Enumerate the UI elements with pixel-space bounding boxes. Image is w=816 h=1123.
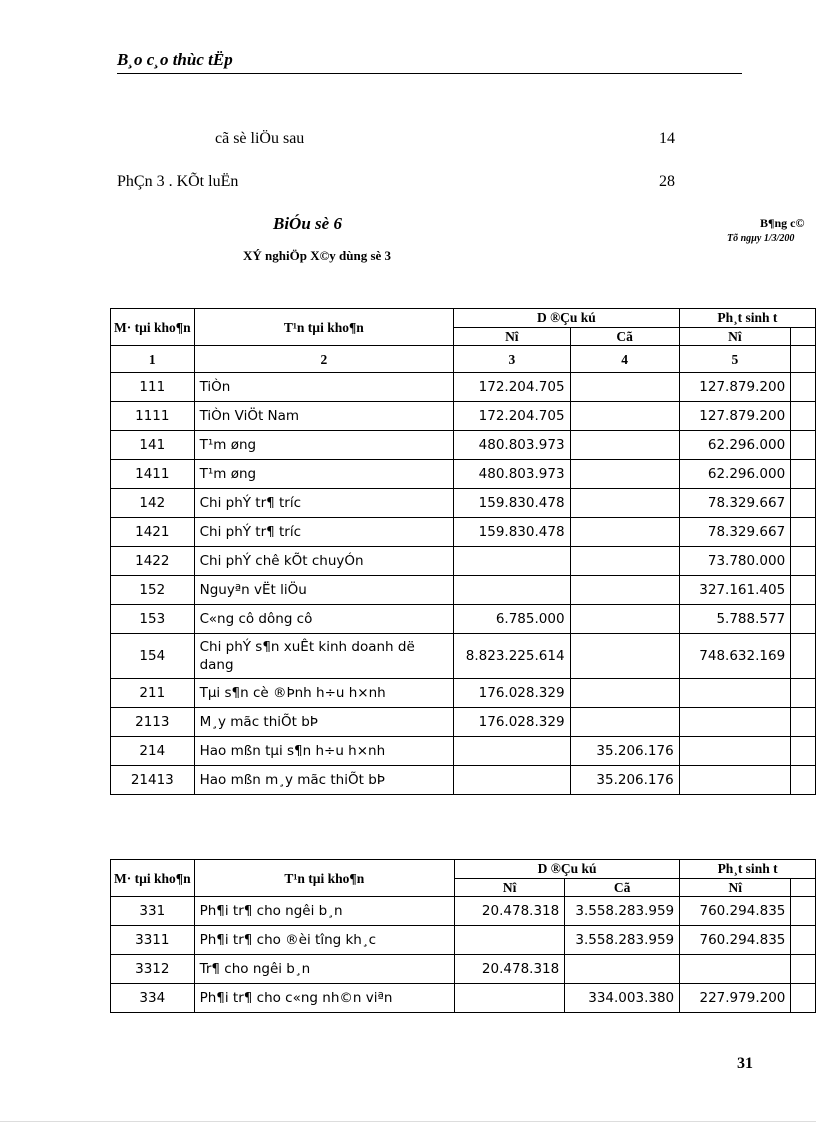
opening-debit-cell <box>454 926 564 955</box>
opening-credit-cell: 35.206.176 <box>570 766 679 795</box>
header-account-code: M· tµi kho¶n <box>111 309 195 346</box>
opening-debit-cell: 480.803.973 <box>454 460 570 489</box>
page-number: 31 <box>737 1055 753 1072</box>
opening-debit-cell <box>454 984 564 1013</box>
report-date-range: Tõ ngµy 1/3/200 <box>727 233 795 244</box>
table-row <box>111 766 816 795</box>
opening-debit-cell: 6.785.000 <box>454 605 570 634</box>
arising-credit-cell <box>791 576 816 605</box>
opening-credit-cell <box>570 547 679 576</box>
account-name-cell: Tr¶ cho ngêi b¸n <box>194 955 454 984</box>
table-row <box>111 897 816 926</box>
header-opening-balance: D ®Çu kú <box>454 309 680 328</box>
account-code-cell: 154 <box>111 634 195 679</box>
arising-credit-cell <box>791 708 816 737</box>
arising-credit-cell <box>791 402 816 431</box>
arising-credit-cell <box>791 955 816 984</box>
toc-item-page: 14 <box>659 130 675 147</box>
table-row <box>111 605 816 634</box>
table-row <box>111 708 816 737</box>
arising-credit-cell <box>791 634 816 679</box>
table-row <box>111 955 816 984</box>
table-row <box>111 431 816 460</box>
account-code-cell: 3312 <box>111 955 195 984</box>
opening-credit-cell <box>570 576 679 605</box>
account-name-cell: Chi phÝ chê kÕt chuyÓn <box>194 547 453 576</box>
table-row <box>111 576 816 605</box>
account-code-cell: 214 <box>111 737 195 766</box>
account-name-cell: Ph¶i tr¶ cho ®èi tîng kh¸c <box>194 926 454 955</box>
opening-credit-cell <box>570 518 679 547</box>
account-code-cell: 331 <box>111 897 195 926</box>
opening-debit-cell <box>454 766 570 795</box>
column-number: 5 <box>679 346 790 373</box>
header-arising: Ph¸t sinh t <box>680 860 816 879</box>
opening-credit-cell <box>570 373 679 402</box>
opening-debit-cell: 172.204.705 <box>454 402 570 431</box>
table-row <box>111 489 816 518</box>
arising-credit-cell <box>791 547 816 576</box>
header-credit: Cã <box>570 327 679 346</box>
account-code-cell: 141 <box>111 431 195 460</box>
arising-debit-cell: 78.329.667 <box>679 489 790 518</box>
opening-debit-cell: 176.028.329 <box>454 679 570 708</box>
opening-credit-cell: 3.558.283.959 <box>565 897 680 926</box>
arising-debit-cell: 78.329.667 <box>679 518 790 547</box>
report-subtitle: XÝ nghiÖp X©y dùng sè 3 <box>243 248 392 263</box>
account-code-cell: 1421 <box>111 518 195 547</box>
account-code-cell: 1111 <box>111 402 195 431</box>
page-bottom-edge <box>0 1121 816 1122</box>
opening-debit-cell: 480.803.973 <box>454 431 570 460</box>
column-number: 1 <box>111 346 195 373</box>
opening-credit-cell <box>570 708 679 737</box>
account-code-cell: 152 <box>111 576 195 605</box>
table-row <box>111 984 816 1013</box>
column-number: 3 <box>454 346 570 373</box>
account-name-cell: Chi phÝ s¶n xuÊt kinh doanh dë dang <box>194 634 453 679</box>
arising-credit-cell <box>791 766 816 795</box>
column-number: 2 <box>194 346 453 373</box>
opening-credit-cell <box>570 489 679 518</box>
arising-credit-cell <box>791 605 816 634</box>
account-name-cell: Tµi s¶n cè ®Þnh h÷u h×nh <box>194 679 453 708</box>
account-code-cell: 211 <box>111 679 195 708</box>
toc-item-label: cã sè liÖu sau <box>215 130 305 147</box>
header-credit: Cã <box>565 878 680 897</box>
arising-debit-cell: 748.632.169 <box>679 634 790 679</box>
account-name-cell: C«ng cô dông cô <box>194 605 453 634</box>
opening-credit-cell <box>570 460 679 489</box>
opening-debit-cell <box>454 576 570 605</box>
arising-debit-cell <box>679 766 790 795</box>
account-code-cell: 334 <box>111 984 195 1013</box>
account-name-cell: Ph¶i tr¶ cho c«ng nh©n viªn <box>194 984 454 1013</box>
account-code-cell: 3311 <box>111 926 195 955</box>
header-account-name: T¹n tµi kho¶n <box>194 860 454 897</box>
column-number-row <box>111 346 816 373</box>
opening-credit-cell <box>570 634 679 679</box>
account-code-cell: 153 <box>111 605 195 634</box>
account-name-cell: M¸y mãc thiÕt bÞ <box>194 708 453 737</box>
header-arising: Ph¸t sinh t <box>679 309 815 328</box>
account-code-cell: 142 <box>111 489 195 518</box>
account-code-cell: 21413 <box>111 766 195 795</box>
header-debit: Nî <box>679 327 790 346</box>
account-name-cell: T¹m øng <box>194 431 453 460</box>
opening-debit-cell <box>454 547 570 576</box>
arising-debit-cell: 127.879.200 <box>679 373 790 402</box>
report-title: BiÓu sè 6 <box>273 214 342 233</box>
arising-credit-cell <box>791 926 816 955</box>
opening-credit-cell: 334.003.380 <box>565 984 680 1013</box>
opening-debit-cell: 20.478.318 <box>454 897 564 926</box>
arising-debit-cell <box>679 708 790 737</box>
arising-credit-cell <box>791 897 816 926</box>
arising-credit-cell <box>791 431 816 460</box>
arising-debit-cell: 760.294.835 <box>680 926 791 955</box>
table-row <box>111 460 816 489</box>
opening-debit-cell: 159.830.478 <box>454 489 570 518</box>
header-opening-balance: D ®Çu kú <box>454 860 679 879</box>
opening-credit-cell <box>565 955 680 984</box>
table-row <box>111 926 816 955</box>
arising-debit-cell: 5.788.577 <box>679 605 790 634</box>
arising-credit-cell <box>791 737 816 766</box>
account-name-cell: Chi phÝ tr¶ tríc <box>194 489 453 518</box>
arising-credit-cell <box>791 518 816 547</box>
balance-table-2 <box>110 859 816 1013</box>
header-account-code: M· tµi kho¶n <box>111 860 195 897</box>
opening-credit-cell: 3.558.283.959 <box>565 926 680 955</box>
arising-credit-cell <box>791 984 816 1013</box>
table-row <box>111 402 816 431</box>
arising-credit-cell <box>791 679 816 708</box>
arising-debit-cell <box>679 679 790 708</box>
arising-debit-cell: 227.979.200 <box>680 984 791 1013</box>
table-header-row <box>111 309 816 328</box>
account-code-cell: 2113 <box>111 708 195 737</box>
opening-credit-cell <box>570 605 679 634</box>
table-header-row <box>111 860 816 879</box>
header-debit: Nî <box>680 878 791 897</box>
account-code-cell: 1422 <box>111 547 195 576</box>
opening-credit-cell <box>570 431 679 460</box>
opening-credit-cell: 35.206.176 <box>570 737 679 766</box>
header-account-name: T¹n tµi kho¶n <box>194 309 453 346</box>
account-name-cell: Chi phÝ tr¶ tríc <box>194 518 453 547</box>
table-row <box>111 737 816 766</box>
table-row <box>111 679 816 708</box>
table-row <box>111 634 816 679</box>
account-name-cell: Ph¶i tr¶ cho ngêi b¸n <box>194 897 454 926</box>
header-debit: Nî <box>454 327 570 346</box>
account-name-cell: Hao mßn tµi s¶n h÷u h×nh <box>194 737 453 766</box>
opening-credit-cell <box>570 679 679 708</box>
arising-debit-cell: 127.879.200 <box>679 402 790 431</box>
header-debit: Nî <box>454 878 564 897</box>
table-row <box>111 518 816 547</box>
opening-debit-cell: 176.028.329 <box>454 708 570 737</box>
report-right-note: B¶ng c© <box>760 216 805 230</box>
opening-credit-cell <box>570 402 679 431</box>
balance-table-1 <box>110 308 816 795</box>
arising-credit-cell <box>791 373 816 402</box>
arising-debit-cell: 760.294.835 <box>680 897 791 926</box>
arising-debit-cell: 62.296.000 <box>679 460 790 489</box>
table-row <box>111 547 816 576</box>
header-rule <box>117 73 742 74</box>
account-code-cell: 1411 <box>111 460 195 489</box>
arising-debit-cell: 73.780.000 <box>679 547 790 576</box>
arising-credit-cell <box>791 489 816 518</box>
toc-item-label: PhÇn 3 . KÕt luËn <box>117 173 239 190</box>
opening-debit-cell: 20.478.318 <box>454 955 564 984</box>
page-header-title: B¸o c¸o thùc tËp <box>117 50 233 69</box>
account-name-cell: TiÒn ViÖt Nam <box>194 402 453 431</box>
arising-credit-cell <box>791 460 816 489</box>
opening-debit-cell: 159.830.478 <box>454 518 570 547</box>
account-name-cell: T¹m øng <box>194 460 453 489</box>
opening-debit-cell: 8.823.225.614 <box>454 634 570 679</box>
opening-debit-cell: 172.204.705 <box>454 373 570 402</box>
arising-debit-cell <box>679 737 790 766</box>
account-name-cell: Hao mßn m¸y mãc thiÕt bÞ <box>194 766 453 795</box>
toc-item-page: 28 <box>659 173 675 190</box>
account-code-cell: 111 <box>111 373 195 402</box>
arising-debit-cell: 327.161.405 <box>679 576 790 605</box>
account-name-cell: TiÒn <box>194 373 453 402</box>
opening-debit-cell <box>454 737 570 766</box>
arising-debit-cell <box>680 955 791 984</box>
account-name-cell: Nguyªn vËt liÖu <box>194 576 453 605</box>
column-number: 4 <box>570 346 679 373</box>
table-row <box>111 373 816 402</box>
arising-debit-cell: 62.296.000 <box>679 431 790 460</box>
